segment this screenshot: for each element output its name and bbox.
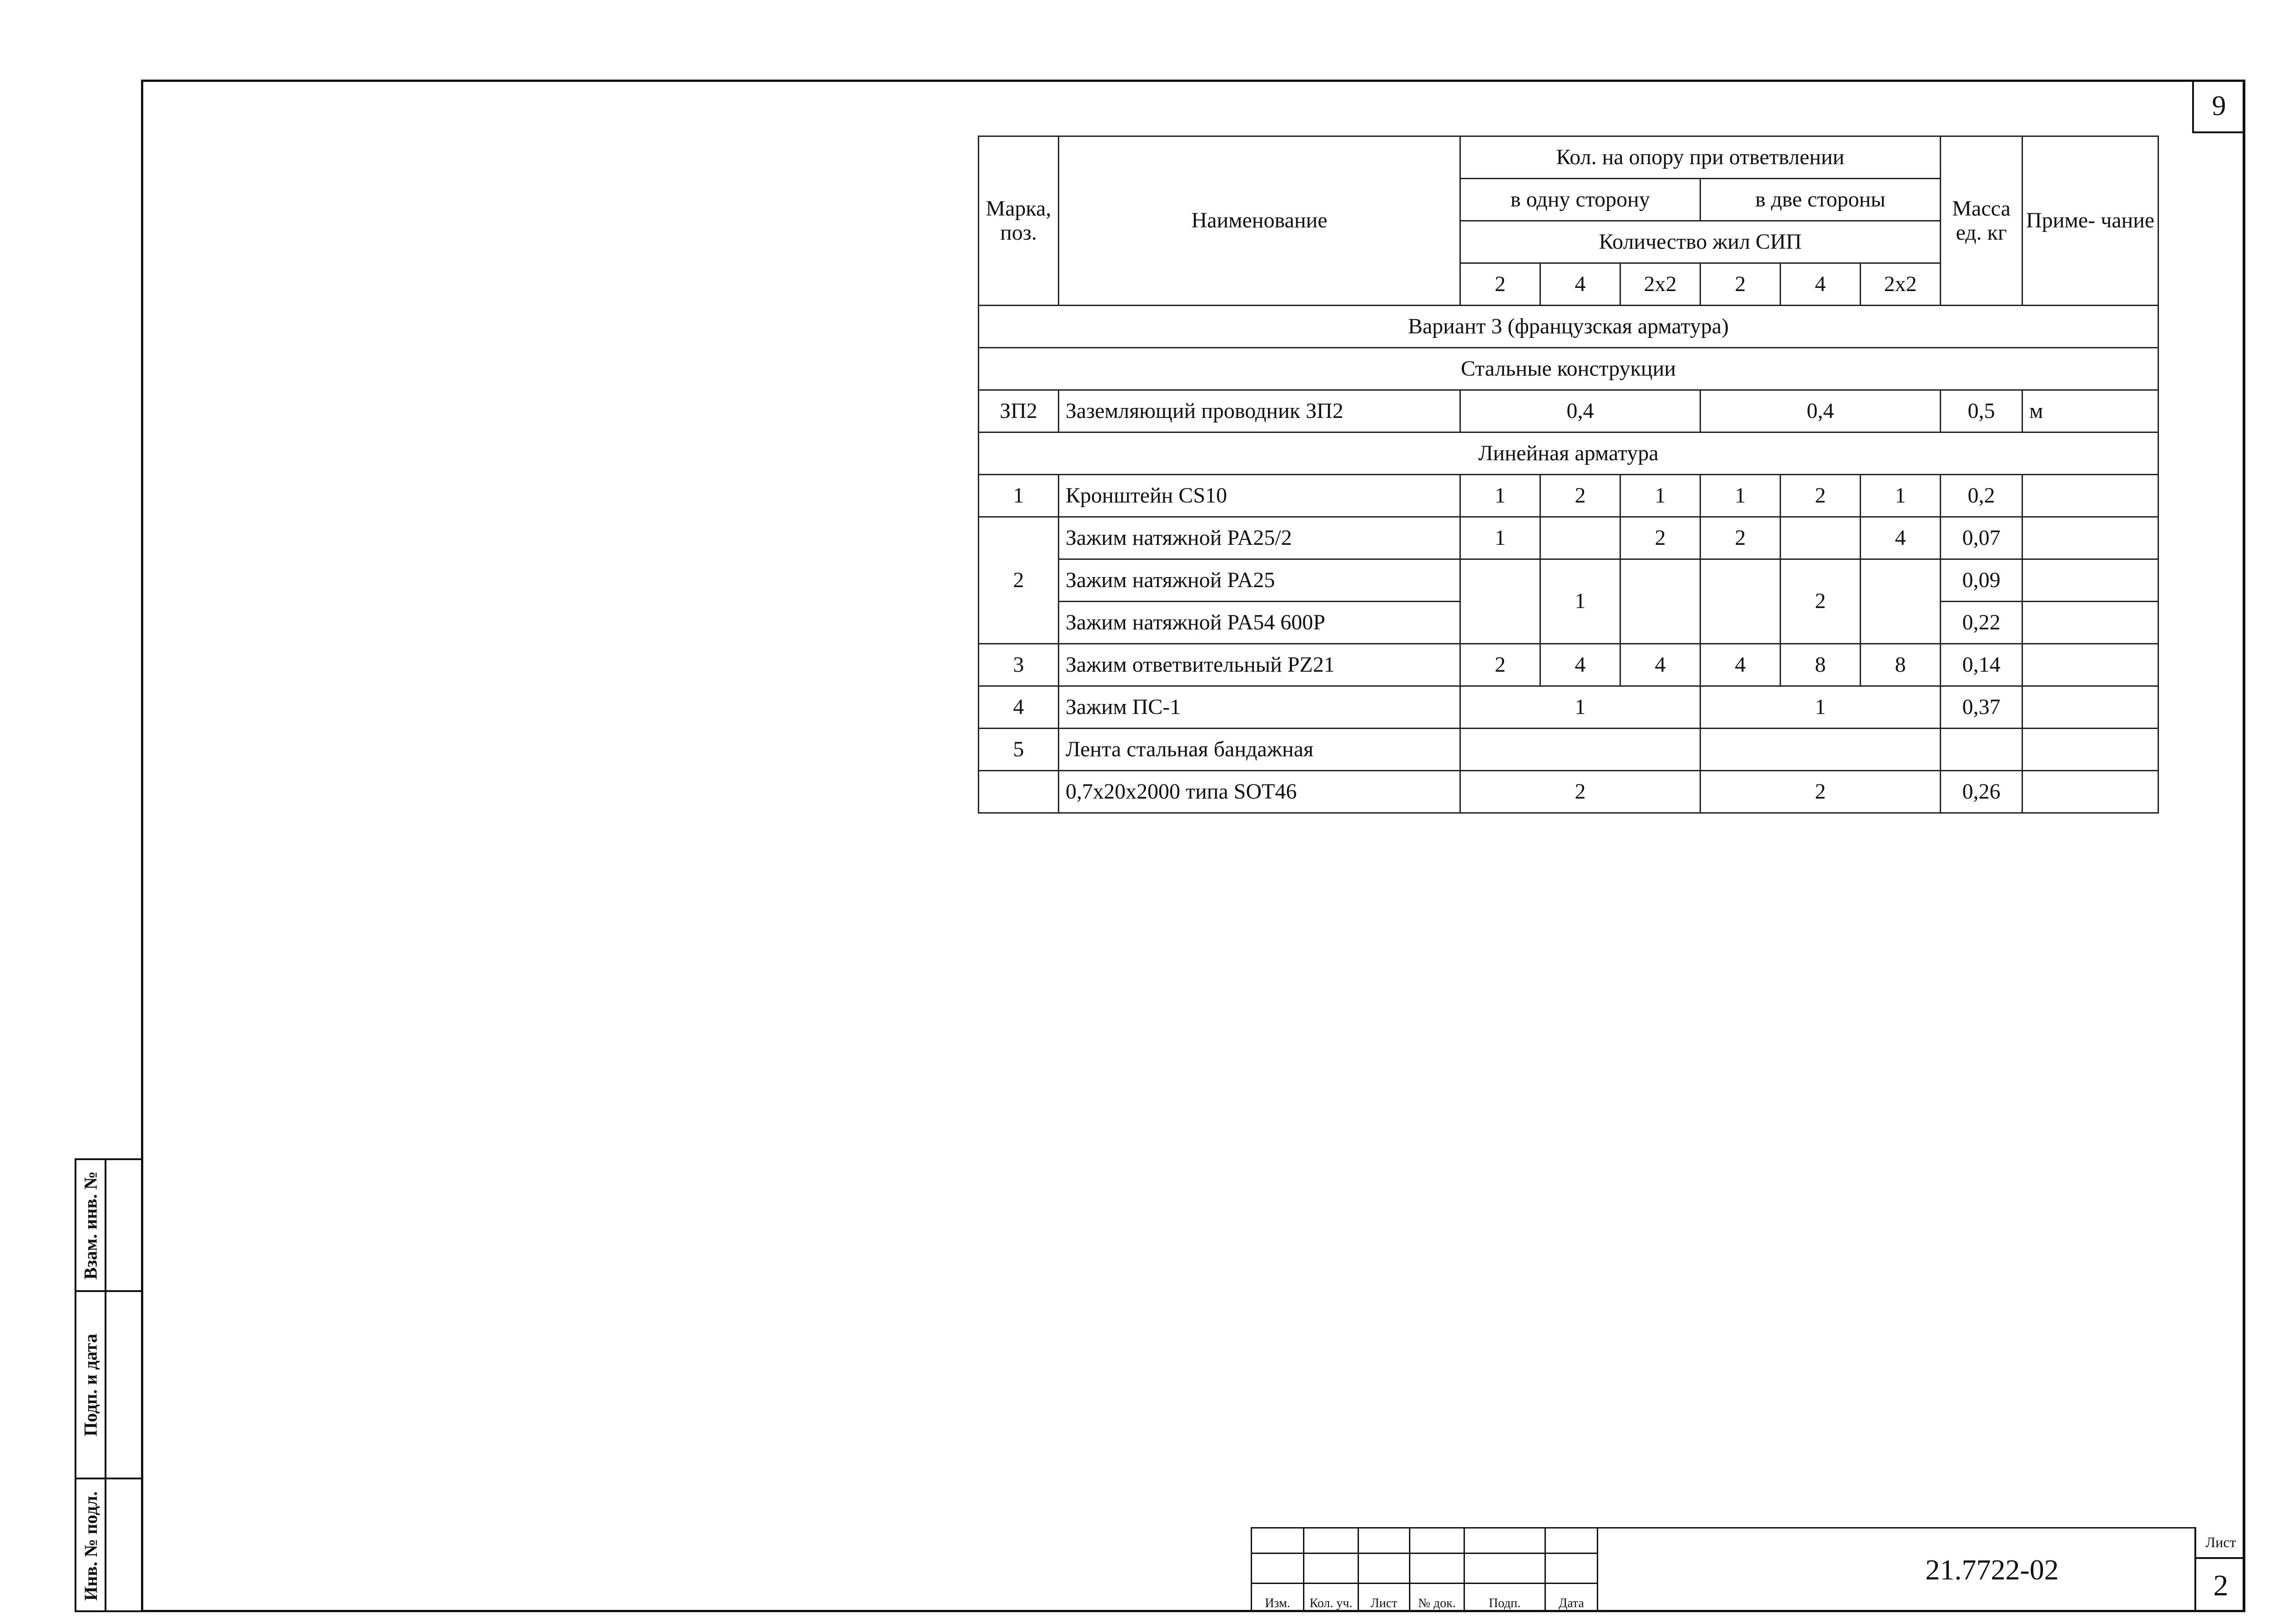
section-steel: Стальные конструкции bbox=[979, 348, 2158, 390]
cell-qty: 4 bbox=[1620, 644, 1700, 686]
side-label-vzam: Взам. инв. № bbox=[80, 1171, 101, 1279]
page-number: 9 bbox=[2192, 81, 2244, 133]
header-sub: 2 bbox=[1700, 263, 1781, 306]
cell-qty: 2 bbox=[1781, 559, 1861, 644]
cell-qty: 2 bbox=[1540, 475, 1620, 517]
side-stamp bbox=[75, 1158, 141, 1612]
cell-qty-one bbox=[1460, 729, 1700, 771]
cell-qty bbox=[1460, 559, 1540, 644]
cell-note bbox=[2022, 559, 2158, 602]
cell-mark: 2 bbox=[979, 517, 1059, 644]
header-name: Наименование bbox=[1059, 136, 1460, 306]
cell-qty: 1 bbox=[1460, 517, 1540, 559]
cell-note bbox=[2022, 729, 2158, 771]
cell-name: Зажим ответвительный PZ21 bbox=[1059, 644, 1460, 686]
header-mass: Масса ед. кг bbox=[1941, 136, 2022, 306]
side-row-inv bbox=[76, 1479, 141, 1612]
cell-name: Заземляющий проводник ЗП2 bbox=[1059, 390, 1460, 432]
cell-qty-one: 1 bbox=[1460, 686, 1700, 729]
cell-note bbox=[2022, 686, 2158, 729]
cell-mass: 0,22 bbox=[1941, 602, 2022, 644]
col-list: Лист bbox=[1358, 1584, 1410, 1612]
header-two-sides: в две стороны bbox=[1700, 179, 1941, 221]
header-sub: 4 bbox=[1781, 263, 1861, 306]
table-row bbox=[979, 686, 2158, 729]
side-label-cell bbox=[76, 1292, 106, 1478]
header-cores: Количество жил СИП bbox=[1460, 221, 1941, 263]
sheet-box bbox=[2194, 1527, 2245, 1612]
revision-header-row bbox=[1252, 1584, 1598, 1612]
table-row bbox=[979, 517, 2158, 559]
cell-mark: 5 bbox=[979, 729, 1059, 771]
cell-qty: 1 bbox=[1620, 475, 1700, 517]
col-data: Дата bbox=[1545, 1584, 1598, 1612]
cell-name: Зажим ПС-1 bbox=[1059, 686, 1460, 729]
cell-name: Лента стальная бандажная bbox=[1059, 729, 1460, 771]
cell-qty-two: 2 bbox=[1700, 771, 1941, 813]
cell-mass: 0,14 bbox=[1941, 644, 2022, 686]
cell-mass: 0,5 bbox=[1941, 390, 2022, 432]
cell-note bbox=[2022, 771, 2158, 813]
cell-note bbox=[2022, 602, 2158, 644]
variant-title: Вариант 3 (французская арматура) bbox=[979, 306, 2158, 348]
cell-qty bbox=[1781, 517, 1861, 559]
header-row-1 bbox=[979, 136, 2158, 179]
cell-mass: 0,07 bbox=[1941, 517, 2022, 559]
cell-note bbox=[2022, 644, 2158, 686]
cell-note bbox=[2022, 475, 2158, 517]
header-mark: Марка, поз. bbox=[979, 136, 1059, 306]
header-one-side: в одну сторону bbox=[1460, 179, 1700, 221]
side-row-vzam bbox=[76, 1160, 141, 1292]
cell-mark: ЗП2 bbox=[979, 390, 1059, 432]
cell-mark: 3 bbox=[979, 644, 1059, 686]
document-number: 21.7722-02 bbox=[1925, 1553, 2059, 1586]
side-label-inv: Инв. № подл. bbox=[80, 1491, 101, 1601]
header-sub: 2х2 bbox=[1620, 263, 1700, 306]
cell-qty: 1 bbox=[1861, 475, 1941, 517]
cell-name: Зажим натяжной PA54 600P bbox=[1059, 602, 1460, 644]
cell-qty: 2 bbox=[1700, 517, 1781, 559]
cell-qty: 1 bbox=[1540, 559, 1620, 644]
header-note: Приме- чание bbox=[2022, 136, 2158, 306]
table-row bbox=[979, 475, 2158, 517]
side-label-podp: Подп. и дата bbox=[80, 1333, 101, 1436]
cell-qty-two: 1 bbox=[1700, 686, 1941, 729]
table-row bbox=[979, 644, 2158, 686]
side-row-podp bbox=[76, 1292, 141, 1479]
variant-row bbox=[979, 306, 2158, 348]
cell-qty: 2 bbox=[1781, 475, 1861, 517]
cell-qty bbox=[1700, 559, 1781, 644]
col-kol-uch: Кол. уч. bbox=[1304, 1584, 1358, 1612]
cell-mark: 4 bbox=[979, 686, 1059, 729]
table-row bbox=[979, 771, 2158, 813]
cell-qty: 4 bbox=[1861, 517, 1941, 559]
cell-qty: 1 bbox=[1700, 475, 1781, 517]
sheet-number: 2 bbox=[2213, 1569, 2229, 1602]
cell-qty: 2 bbox=[1620, 517, 1700, 559]
cell-qty: 8 bbox=[1861, 644, 1941, 686]
cell-qty bbox=[1861, 559, 1941, 644]
cell-qty-one: 0,4 bbox=[1460, 390, 1700, 432]
col-n-dok: № док. bbox=[1410, 1584, 1464, 1612]
cell-note: м bbox=[2022, 390, 2158, 432]
side-label-cell bbox=[76, 1160, 106, 1290]
cell-mass: 0,09 bbox=[1941, 559, 2022, 602]
side-label-cell bbox=[76, 1479, 106, 1612]
header-sub: 2х2 bbox=[1861, 263, 1941, 306]
cell-mass bbox=[1941, 729, 2022, 771]
cell-qty: 4 bbox=[1700, 644, 1781, 686]
cell-qty bbox=[1540, 517, 1620, 559]
cell-mass: 0,37 bbox=[1941, 686, 2022, 729]
cell-qty-two: 0,4 bbox=[1700, 390, 1941, 432]
cell-qty-two bbox=[1700, 729, 1941, 771]
cell-qty: 1 bbox=[1460, 475, 1540, 517]
cell-mark bbox=[979, 771, 1059, 813]
table-row bbox=[979, 559, 2158, 602]
cell-qty-one: 2 bbox=[1460, 771, 1700, 813]
header-sub: 4 bbox=[1540, 263, 1620, 306]
cell-qty bbox=[1620, 559, 1700, 644]
revision-grid bbox=[1251, 1527, 1598, 1612]
title-block bbox=[1251, 1527, 2245, 1612]
table-row bbox=[979, 390, 2158, 432]
cell-name: Кронштейн CS10 bbox=[1059, 475, 1460, 517]
table-row bbox=[979, 729, 2158, 771]
col-izm: Изм. bbox=[1252, 1584, 1304, 1612]
section-row-fittings bbox=[979, 432, 2158, 475]
header-qty-group: Кол. на опору при ответвлении bbox=[1460, 136, 1941, 179]
section-fittings: Линейная арматура bbox=[979, 432, 2158, 475]
sheet-label: Лист bbox=[2196, 1527, 2245, 1559]
cell-qty: 4 bbox=[1540, 644, 1620, 686]
cell-mass: 0,2 bbox=[1941, 475, 2022, 517]
cell-name: 0,7х20х2000 типа SOT46 bbox=[1059, 771, 1460, 813]
specification-table bbox=[978, 136, 2159, 814]
cell-mark: 1 bbox=[979, 475, 1059, 517]
cell-mass: 0,26 bbox=[1941, 771, 2022, 813]
cell-name: Зажим натяжной PA25/2 bbox=[1059, 517, 1460, 559]
cell-qty: 2 bbox=[1460, 644, 1540, 686]
col-podp: Подп. bbox=[1464, 1584, 1545, 1612]
cell-qty: 8 bbox=[1781, 644, 1861, 686]
section-row-steel bbox=[979, 348, 2158, 390]
cell-name: Зажим натяжной PA25 bbox=[1059, 559, 1460, 602]
header-sub: 2 bbox=[1460, 263, 1540, 306]
cell-note bbox=[2022, 517, 2158, 559]
